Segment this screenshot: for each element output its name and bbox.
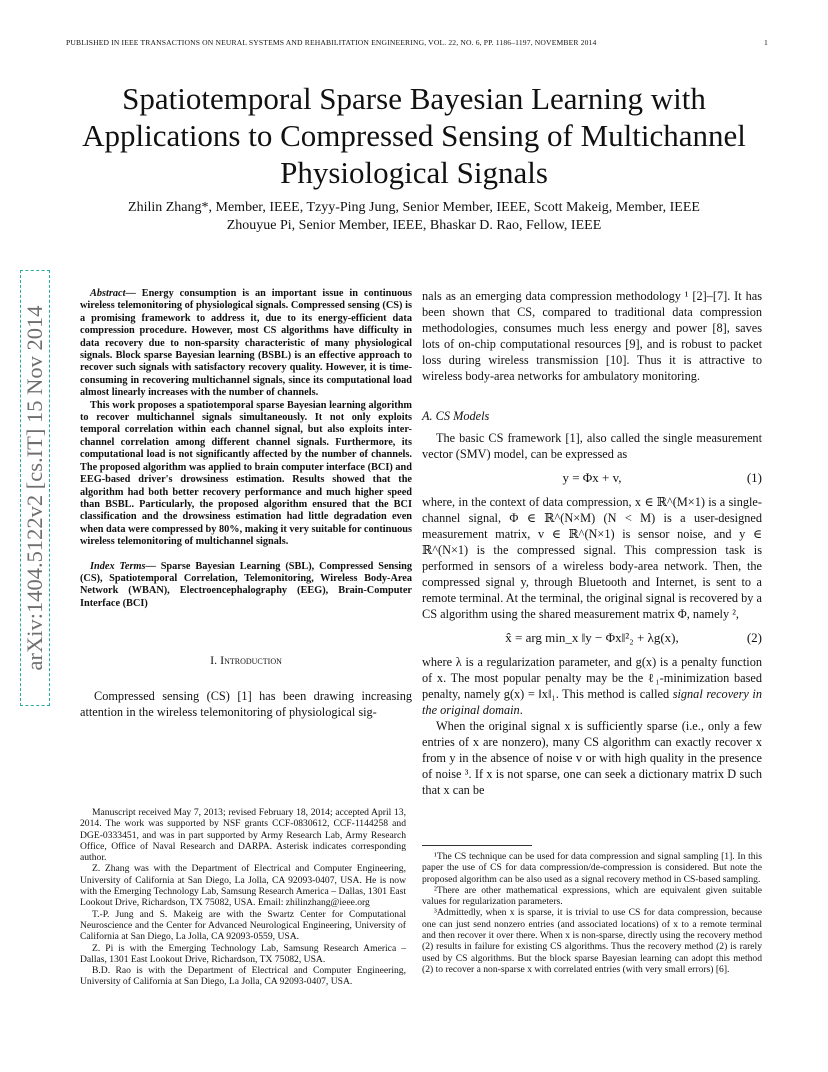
- footnote-jung-makeig: T.-P. Jung and S. Makeig are with the Swartz Center for Computational Neuroscience and the Center for Advanced Neurological Engineering, University of California at San Diego, La Jolla, CA 92093-0559, USA.: [80, 908, 406, 943]
- paper-title: Spatiotemporal Sparse Bayesian Learning with Applications to Compressed Sensing of Multichannel Physiological Signals: [82, 81, 746, 190]
- author-line-2: Zhouyue Pi, Senior Member, IEEE, Bhaskar D. Rao, Fellow, IEEE: [226, 218, 602, 233]
- footnote-3: ³Admittedly, when x is sparse, it is trivial to use CS for data compression, because one can just send nonzero entries (and associated locations) of x to a remote terminal and then recover it over there. When x is non-sparse, directly using the recovery method (2) results in failure for existing CS algorithms. Thus the recovery method (2) is rarely used by CS algorithms. But the block sparse Bayesian learning can adopt this method (2) to recover a non-sparse x with correlated entries (with very small errors) [6].: [422, 907, 762, 975]
- equation-1-body: y = Φx + v,: [562, 470, 622, 485]
- footnote-rule: [422, 845, 532, 846]
- cs-paragraph-2: where, in the context of data compression, x ∈ ℝ^(M×1) is a single-channel signal, Φ ∈ ℝ^(N×M) (N < M) is a user-designed measurement matrix, v ∈ ℝ^(N×1) is sensor noise, and y ∈ ℝ^(N×1) is the compressed signal. This compression task is performed in sensors of a wireless body-area network. Then, the compressed signal y, through Bluetooth and Internet, is sent to a remote terminal. At the terminal, the original signal is recovered by a CS algorithm using the shared measurement matrix Φ, namely ²,: [422, 495, 762, 621]
- footnote-zhang: Z. Zhang was with the Department of Electrical and Computer Engineering, University of California at San Diego, La Jolla, CA 92093-0407, USA. He is now with the Emerging Technology Lab, Samsung Research America – Dallas, 1301 East Lookout Drive, Richardson, TX 75082, USA. Email: zhilinzhang@ieee.org: [80, 863, 406, 909]
- arxiv-sidebar: [20, 270, 50, 706]
- equation-1-number: (1): [746, 470, 762, 485]
- equation-2: [422, 630, 762, 646]
- cs-paragraph-3-emph: signal recovery in the original domain: [422, 687, 763, 717]
- cs-paragraph-3: [422, 654, 762, 718]
- footnote-2: ²There are other mathematical expressions, which are equivalent given suitable values for regularization parameters.: [422, 884, 762, 908]
- arxiv-stamp[interactable]: arXiv:1404.5122v2 [cs.IT] 15 Nov 2014: [20, 270, 50, 706]
- footnote-manuscript: Manuscript received May 7, 2013; revised February 18, 2014; accepted April 13, 2014. The work was supported by NSF grants CCF-0830612, CCF-1144258 and DGE-0333451, and was in part supported by Army Research Lab, Army Research Office, Office of Naval Research and DARPA. Asterisk indicates corresponding author.: [80, 807, 406, 864]
- author-line-1: Zhilin Zhang*, Member, IEEE, Tzyy-Ping Jung, Senior Member, IEEE, Scott Makeig, Member, IEEE: [128, 200, 700, 215]
- footnote-1: ¹The CS technique can be used for data compression and signal sampling [1]. In this paper the use of CS for data compression/de-compression is considered. But note the proposed algorithm can be also used as a signal recovery method in CS-based sampling.: [422, 851, 762, 885]
- equation-2-body: x̂ = arg min_x ‖y − Φx‖²₂ + λg(x),: [505, 630, 679, 645]
- footnotes-right: [422, 851, 762, 975]
- journal-header: PUBLISHED IN IEEE TRANSACTIONS ON NEURAL SYSTEMS AND REHABILITATION ENGINEERING, VOL. 22, NO. 6, PP. 1186–1197, NOVEMBER 2014: [66, 38, 597, 47]
- intro-paragraph: Compressed sensing (CS) [1] has been drawing increasing attention in the wireless telemonitoring of physiological sig-: [80, 689, 412, 720]
- abstract-p2: This work proposes a spatiotemporal sparse Bayesian learning algorithm to recover multichannel signals simultaneously. It not only exploits temporal correlation within each channel signal, but also exploits inter-channel correlation among different channel signals. Furthermore, its computational load is not significantly affected by the number of channels. The proposed algorithm was applied to brain computer interface (BCI) and EEG-based driver's drowsiness estimation. Results showed that the algorithm had both better recovery performance and much higher speed than BSBL. Particularly, the proposed algorithm ensured that the BCI classification and the drowsiness estimation had little degradation even when data were compressed by 80%, making it very suitable for continuous wireless telemonitoring of multichannel signals.: [80, 399, 412, 548]
- cs-paragraph-1: The basic CS framework [1], also called the single measurement vector (SMV) model, can be expressed as: [422, 431, 762, 461]
- footnote-pi: Z. Pi is with the Emerging Technology Lab, Samsung Research America – Dallas, 1301 East Lookout Drive, Richardson, TX 75082, USA.: [80, 942, 406, 965]
- subsection-heading-cs-models: A. CS Models: [422, 409, 490, 423]
- equation-2-number: (2): [746, 630, 762, 645]
- right-column: [422, 288, 762, 798]
- page-number: 1: [764, 38, 768, 47]
- intro-continuation: nals as an emerging data compression methodology ¹ [2]–[7]. It has been shown that CS, compared to traditional data compression methodologies, consumes much less energy and power [8], saves lots of on-chip computational resources [9], and is robust to packet loss during wireless transmission [10]. Thus it is attractive to wireless body-area networks for ambulatory monitoring.: [422, 289, 762, 383]
- index-terms-lead: Index Terms: [90, 560, 146, 572]
- footnote-rao: B.D. Rao is with the Department of Electrical and Computer Engineering, University of California at San Diego, La Jolla, CA 92093-0407, USA.: [80, 965, 406, 988]
- equation-1: [422, 470, 762, 486]
- cs-paragraph-3a: where λ is a regularization parameter, and g(x) is a penalty function of x. The most popular penalty may be the ℓ₁-minimization based penalty, namely g(x) = ‖x‖₁. This method is called: [422, 655, 762, 701]
- cs-paragraph-4: When the original signal x is sufficiently sparse (i.e., only a few entries of x are nonzero), many CS algorithm can exactly recover x from y in the absence of noise v or with high quality in the presence of noise ³. If x is not sparse, one can seek a dictionary matrix D such that x can be: [422, 719, 762, 797]
- section-heading-intro: I. Introduction: [210, 653, 282, 668]
- abstract: [80, 288, 412, 610]
- footnotes-left: [80, 807, 406, 988]
- abstract-lead: Abstract: [90, 288, 126, 299]
- left-column: [80, 288, 412, 720]
- running-header: [66, 38, 768, 47]
- index-terms-text: — Sparse Bayesian Learning (SBL), Compressed Sensing (CS), Spatiotemporal Correlation, Telemonitoring, Wireless Body-Area Network (WBAN), Electroencephalography (EEG), Brain-Computer Interface (BCI): [80, 560, 412, 609]
- cs-paragraph-3c: .: [519, 703, 523, 717]
- abstract-p1: — Energy consumption is an important issue in continuous wireless telemonitoring of physiological signals. Compressed sensing (CS) is a promising framework to address it, due to its energy-efficient data compression procedure. However, most CS algorithms have difficulty in data recovery due to non-sparsity characteristic of many physiological signals. Block sparse Bayesian learning (BSBL) is an effective approach to recover such signals with satisfactory recovery quality. However, it is time-consuming in recovering multichannel signals, since its computational load almost linearly increases with the number of channels.: [80, 288, 412, 399]
- author-block: [60, 199, 768, 235]
